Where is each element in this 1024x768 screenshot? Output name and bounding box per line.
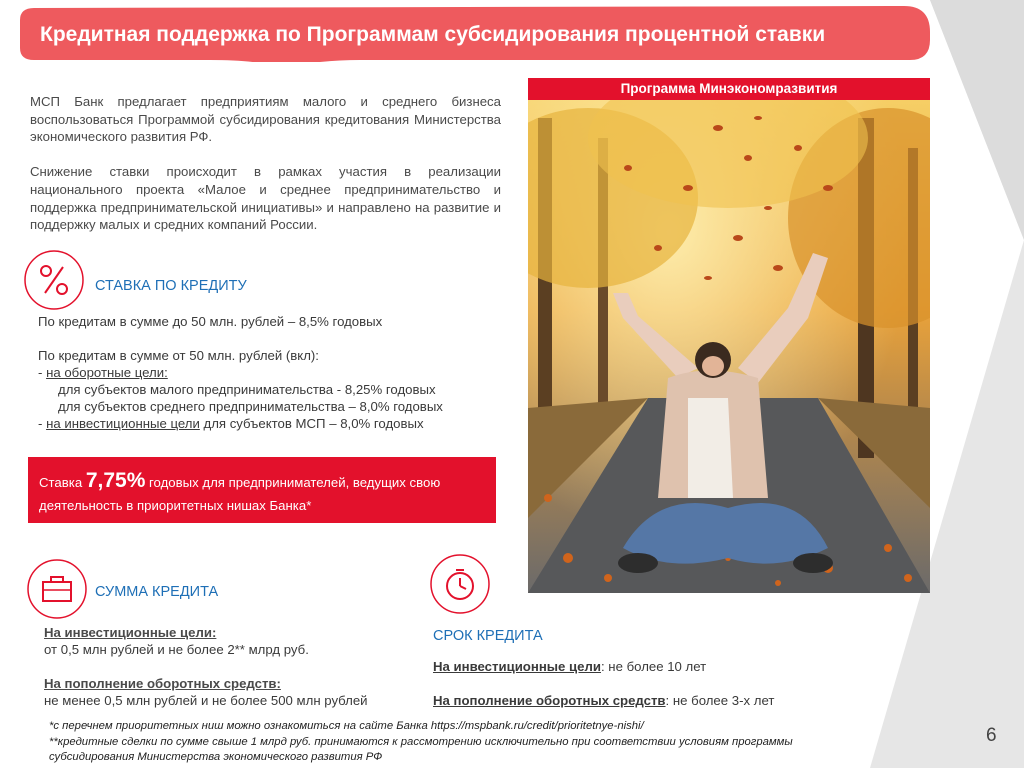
intro-text <box>30 93 501 251</box>
dash: - <box>38 365 47 380</box>
investment-label: На инвестиционные цели <box>433 659 601 674</box>
promo-text: годовых для предпринимателей, ведущих свою <box>145 475 441 490</box>
promo-box <box>28 457 496 523</box>
autumn-photo <box>528 78 930 593</box>
page-title: Кредитная поддержка по Программам субсидирования процентной ставки <box>40 23 826 46</box>
footnote: субсидирования Министерства экономического развития РФ <box>49 751 383 763</box>
term-details <box>433 658 774 709</box>
investment-label: На инвестиционные цели: <box>44 625 217 640</box>
working-capital-label: На пополнение оборотных средств <box>433 693 666 708</box>
working-capital-label: На пополнение оборотных средств: <box>44 676 281 691</box>
promo-prefix: Ставка <box>39 475 86 490</box>
footnote: **кредитные сделки по сумме свыше 1 млрд руб. принимаются к рассмотрению исключительно при соответствии условиям программы <box>49 735 793 748</box>
footnote: *с перечнем приоритетных ниш можно ознакомиться на сайте Банка https://mspbank.ru/credit/prioritetnye-nishi/ <box>49 720 644 732</box>
sum-details <box>44 624 368 709</box>
footnotes <box>49 719 793 766</box>
term-value: : не более 3-х лет <box>665 693 775 708</box>
promo-rate-value: 7,75% <box>85 469 146 492</box>
rate-line: для субъектов МСП – 8,0% годовых <box>199 416 424 431</box>
briefcase-icon <box>26 558 88 620</box>
rate-details <box>38 313 443 432</box>
working-capital-label: на оборотные цели: <box>46 365 168 380</box>
rate-line: для субъектов малого предпринимательства - 8,25% годовых <box>58 382 436 397</box>
sum-value: от 0,5 млн рублей и не более 2** млрд руб. <box>44 642 309 657</box>
dash: - <box>38 416 47 431</box>
investment-label: на инвестиционные цели <box>46 416 200 431</box>
sum-section-title: СУММА КРЕДИТА <box>95 584 219 600</box>
header-banner <box>20 6 930 62</box>
term-section-title: СРОК КРЕДИТА <box>433 628 543 644</box>
clock-icon <box>429 553 491 615</box>
page-number: 6 <box>986 725 997 746</box>
percent-icon <box>23 249 85 311</box>
rate-line: для субъектов среднего предпринимательства – 8,0% годовых <box>58 399 443 414</box>
rate-line: По кредитам в сумме от 50 млн. рублей (вкл): <box>38 348 319 363</box>
term-value: : не более 10 лет <box>600 659 707 674</box>
intro-paragraph: Снижение ставки происходит в рамках участия в реализации национального проекта «Малое и среднее предпринимательство и поддержка предпринимательской инициативы» и направлено на развитие и поддержку малых и средних компаний России. <box>30 164 501 233</box>
rate-section-title: СТАВКА ПО КРЕДИТУ <box>95 278 247 294</box>
promo-text: деятельность в приоритетных нишах Банка* <box>39 498 312 513</box>
program-banner: Программа Минэкономразвития <box>528 78 930 100</box>
intro-paragraph: МСП Банк предлагает предприятиям малого и среднего бизнеса воспользоваться Программой субсидирования кредитования Министерства экономического развития РФ. <box>30 94 501 145</box>
rate-line: По кредитам в сумме до 50 млн. рублей – 8,5% годовых <box>38 314 383 329</box>
sum-value: не менее 0,5 млн рублей и не более 500 млн рублей <box>44 693 368 708</box>
